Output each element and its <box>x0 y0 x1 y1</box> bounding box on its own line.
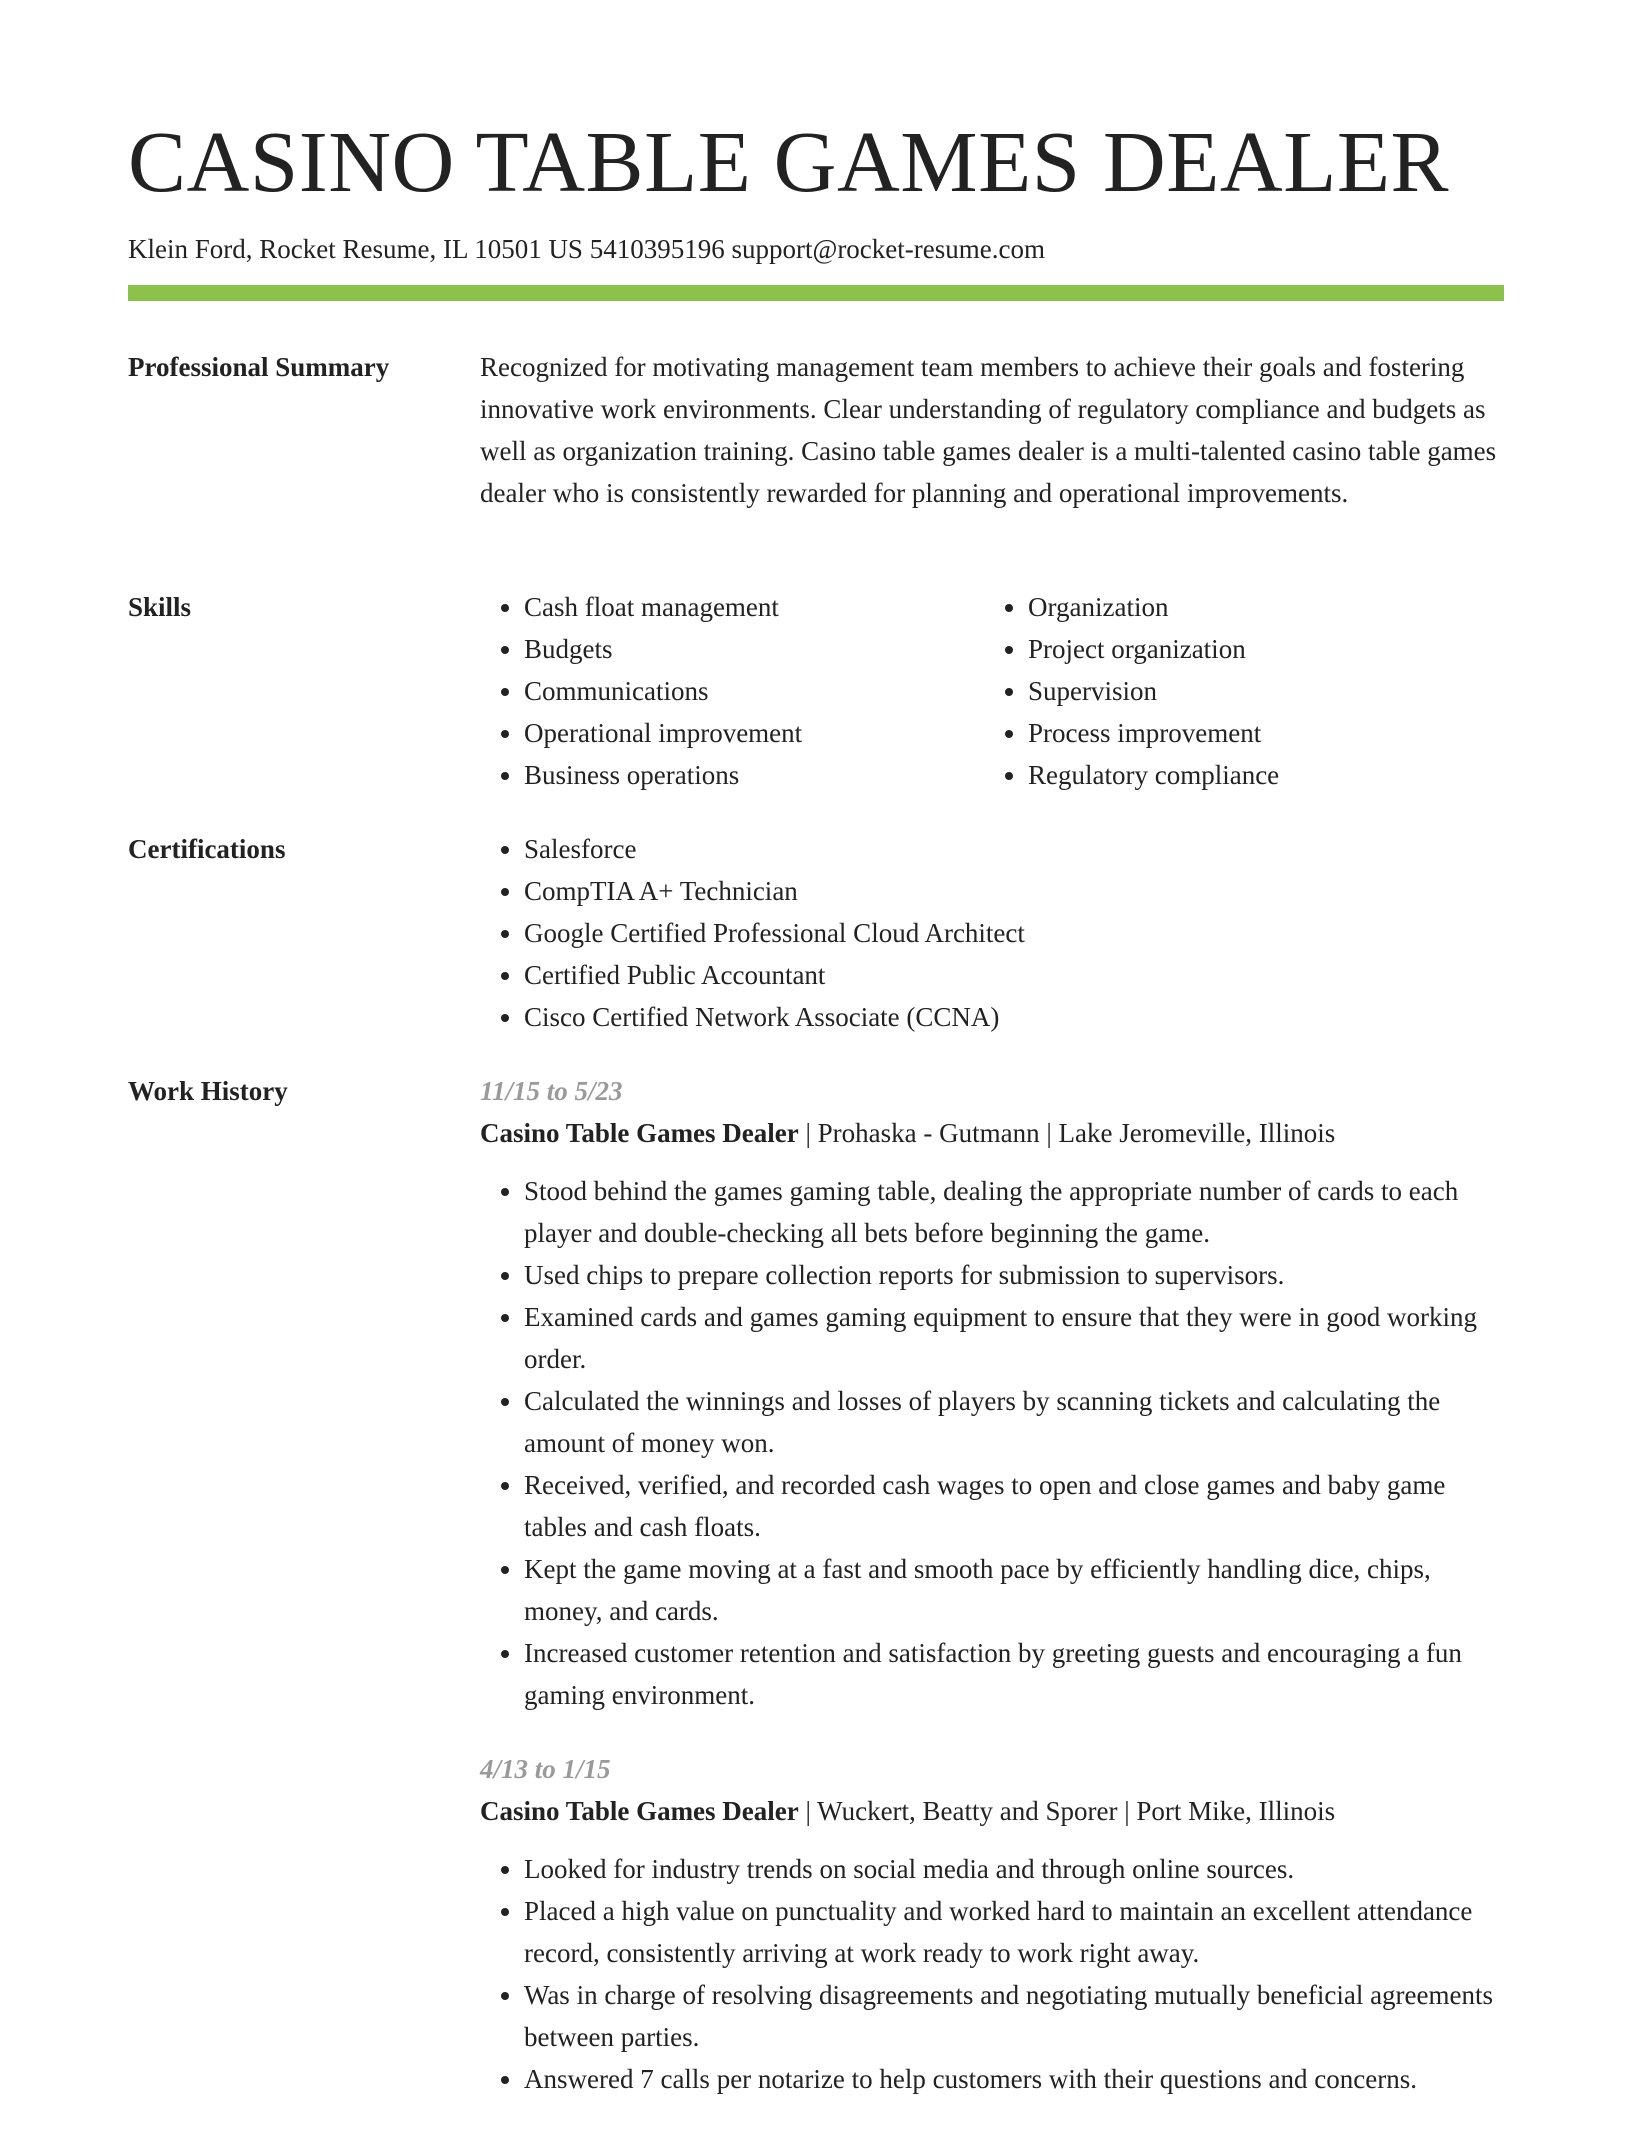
section-label-summary: Professional Summary <box>128 352 390 382</box>
skill-item: • Project organization <box>1028 628 1488 670</box>
job-title-line <box>480 1790 1504 1832</box>
skills-list-left <box>480 586 984 796</box>
job-title-line <box>480 1112 1504 1154</box>
certification-item: • Google Certified Professional Cloud Architect <box>524 912 1504 954</box>
job-bullet: • Used chips to prepare collection reports for submission to supervisors. <box>524 1254 1504 1296</box>
job-bullets <box>480 1170 1504 1716</box>
job-bullet: • Received, verified, and recorded cash wages to open and close games and baby game tables and cash floats. <box>524 1464 1504 1548</box>
summary-text: Recognized for motivating management team members to achieve their goals and fostering innovative work environments. Clear understanding of regulatory compliance and budgets as well as organization training. Casino table games dealer is a multi-talented casino table games dealer who is consistently rewarded for planning and operational improvements. <box>480 352 1497 508</box>
job-dates: 4/13 to 1/15 <box>480 1754 611 1784</box>
work-history-body <box>480 1070 1504 2132</box>
summary-body <box>480 346 1504 514</box>
resume-title: CASINO TABLE GAMES DEALER <box>128 113 1450 210</box>
skill-item: • Regulatory compliance <box>1028 754 1488 796</box>
certification-item: • Certified Public Accountant <box>524 954 1504 996</box>
skill-item: • Business operations <box>524 754 984 796</box>
job-title: Casino Table Games Dealer <box>480 1796 799 1826</box>
skills-body <box>480 586 1504 796</box>
job-bullet: • Looked for industry trends on social media and through online sources. <box>524 1848 1504 1890</box>
contact-info: Klein Ford, Rocket Resume, IL 10501 US 5410395196 support@rocket-resume.com <box>128 234 1045 264</box>
certification-item: • Salesforce <box>524 828 1504 870</box>
job-bullet: • Placed a high value on punctuality and worked hard to maintain an excellent attendance record, consistently arriving at work ready to work right away. <box>524 1890 1504 1974</box>
job-entry <box>480 1070 1504 1716</box>
skill-item: • Operational improvement <box>524 712 984 754</box>
job-employer-location: | Prohaska - Gutmann | Lake Jeromeville, Illinois <box>798 1118 1336 1148</box>
skill-item: • Process improvement <box>1028 712 1488 754</box>
section-label-skills: Skills <box>128 592 192 622</box>
skill-item: • Budgets <box>524 628 984 670</box>
job-bullet: • Calculated the winnings and losses of players by scanning tickets and calculating the amount of money won. <box>524 1380 1504 1464</box>
skills-column-left <box>480 586 984 796</box>
section-label-certifications: Certifications <box>128 834 286 864</box>
skill-item: • Cash float management <box>524 586 984 628</box>
job-employer-location: | Wuckert, Beatty and Sporer | Port Mike, Illinois <box>798 1796 1336 1826</box>
job-dates: 11/15 to 5/23 <box>480 1076 623 1106</box>
skill-item: • Supervision <box>1028 670 1488 712</box>
job-bullet: • Examined cards and games gaming equipment to ensure that they were in good working order. <box>524 1296 1504 1380</box>
job-bullet: • Kept the game moving at a fast and smooth pace by efficiently handling dice, chips, money, and cards. <box>524 1548 1504 1632</box>
skills-column-right <box>984 586 1488 796</box>
skill-item: • Organization <box>1028 586 1488 628</box>
job-bullet: • Stood behind the games gaming table, dealing the appropriate number of cards to each player and double-checking all bets before beginning the game. <box>524 1170 1504 1254</box>
certifications-list <box>480 828 1504 1038</box>
job-title: Casino Table Games Dealer <box>480 1118 799 1148</box>
section-label-work-history: Work History <box>128 1076 288 1106</box>
job-bullets <box>480 1848 1504 2100</box>
header-divider <box>128 285 1504 301</box>
certifications-body <box>480 828 1504 1038</box>
certification-item: • Cisco Certified Network Associate (CCNA) <box>524 996 1504 1038</box>
skills-list-right <box>984 586 1488 796</box>
job-entry <box>480 1748 1504 2100</box>
skill-item: • Communications <box>524 670 984 712</box>
certification-item: • CompTIA A+ Technician <box>524 870 1504 912</box>
job-bullet: • Was in charge of resolving disagreements and negotiating mutually beneficial agreements between parties. <box>524 1974 1504 2058</box>
job-bullet: • Increased customer retention and satisfaction by greeting guests and encouraging a fun gaming environment. <box>524 1632 1504 1716</box>
job-bullet: • Answered 7 calls per notarize to help customers with their questions and concerns. <box>524 2058 1504 2100</box>
